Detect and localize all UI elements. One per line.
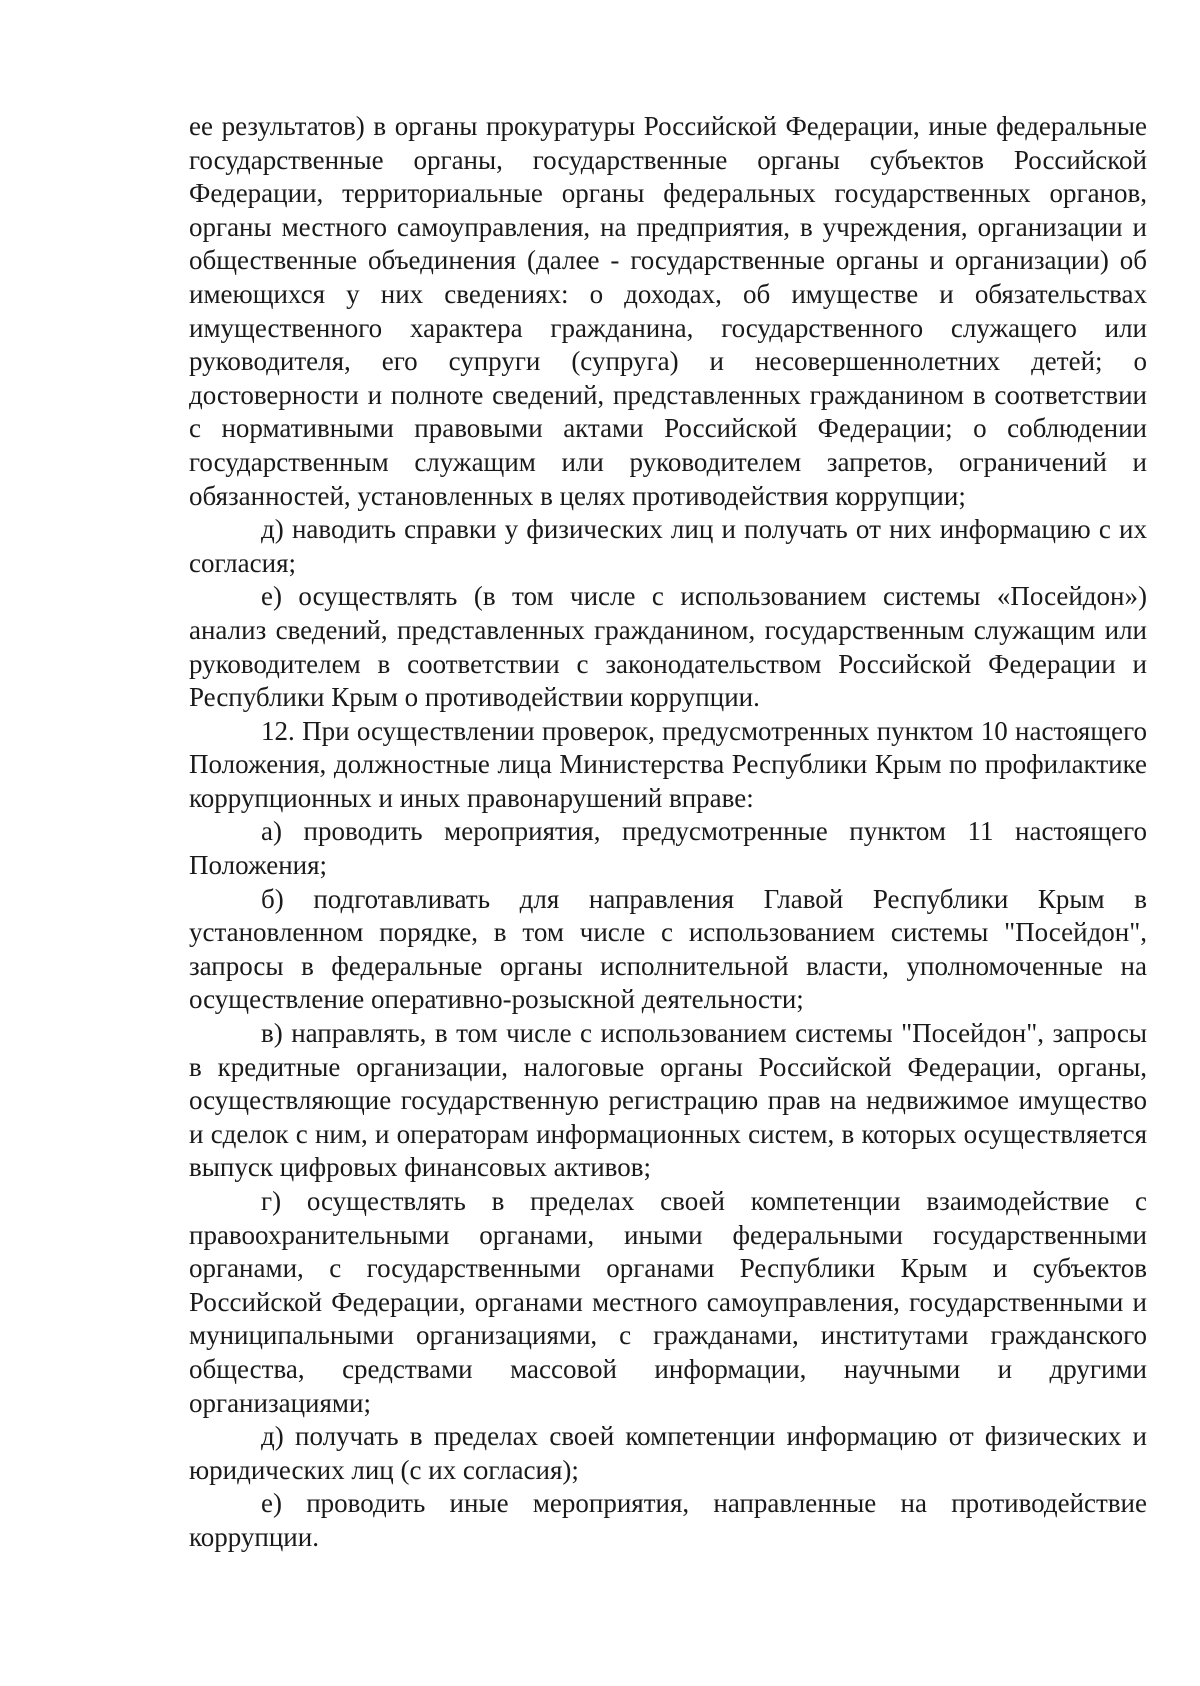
paragraph-12-d: д) получать в пределах своей компетенции информацию от физических и юридических лиц (с их согласия); (189, 1421, 1147, 1485)
paragraph-12-b: б) подготавливать для направления Главой Республики Крым в установленном порядке, в том числе с использованием системы "Посейдон", запросы в федеральные органы исполнительной власти, уполномоченные на осуществление оперативно-розыскной деятельности; (189, 883, 1147, 1015)
paragraph-continuation: ее результатов) в органы прокуратуры Российской Федерации, иные федеральные государственные органы, государственные органы субъектов Российской Федерации, территориальные органы федеральных государственных органов, органы местного самоуправления, на предприятия, в учреждения, организации и общественные объединения (далее - государственные органы и организации) об имеющихся у них сведениях: о доходах, об имуществе и обязательствах имущественного характера гражданина, государственного служащего или руководителя, его супруги (супруга) и несовершеннолетних детей; о достоверности и полноте сведений, представленных гражданином в соответствии с нормативными правовыми актами Российской Федерации; о соблюдении государственным служащим или руководителем запретов, ограничений и обязанностей, установленных в целях противодействия коррупции; (189, 111, 1147, 511)
paragraph-12-e: е) проводить иные мероприятия, направленные на противодействие коррупции. (189, 1488, 1147, 1552)
paragraph-12-g: г) осуществлять в пределах своей компетенции взаимодействие с правоохранительными органами, иными федеральными государственными органами, с государственными органами Республики Крым и субъектов Российской Федерации, органами местного самоуправления, государственными и муниципальными организациями, с гражданами, институтами гражданского общества, средствами массовой информации, научными и другими организациями; (189, 1186, 1147, 1418)
document-body (189, 110, 1147, 1555)
paragraph-12-a: а) проводить мероприятия, предусмотренные пунктом 11 настоящего Положения; (189, 816, 1147, 881)
paragraph-12-v: в) направлять, в том числе с использованием системы "Посейдон", запросы в кредитные организации, налоговые органы Российской Федерации, органы, осуществляющие государственную регистрацию прав на недвижимое имущество и сделок с ним, и операторам информационных систем, в которых осуществляется выпуск цифровых финансовых активов; (189, 1018, 1147, 1183)
paragraph-11-e: е) осуществлять (в том числе с использованием системы «Посейдон») анализ сведений, представленных гражданином, государственным служащим или руководителем в соответствии с законодательством Российской Федерации и Республики Крым о противодействии коррупции. (189, 581, 1147, 713)
paragraph-12: 12. При осуществлении проверок, предусмотренных пунктом 10 настоящего Положения, должностные лица Министерства Республики Крым по профилактике коррупционных и иных правонарушений вправе: (189, 715, 1147, 813)
paragraph-11-d: д) наводить справки у физических лиц и получать от них информацию с их согласия; (189, 514, 1147, 578)
